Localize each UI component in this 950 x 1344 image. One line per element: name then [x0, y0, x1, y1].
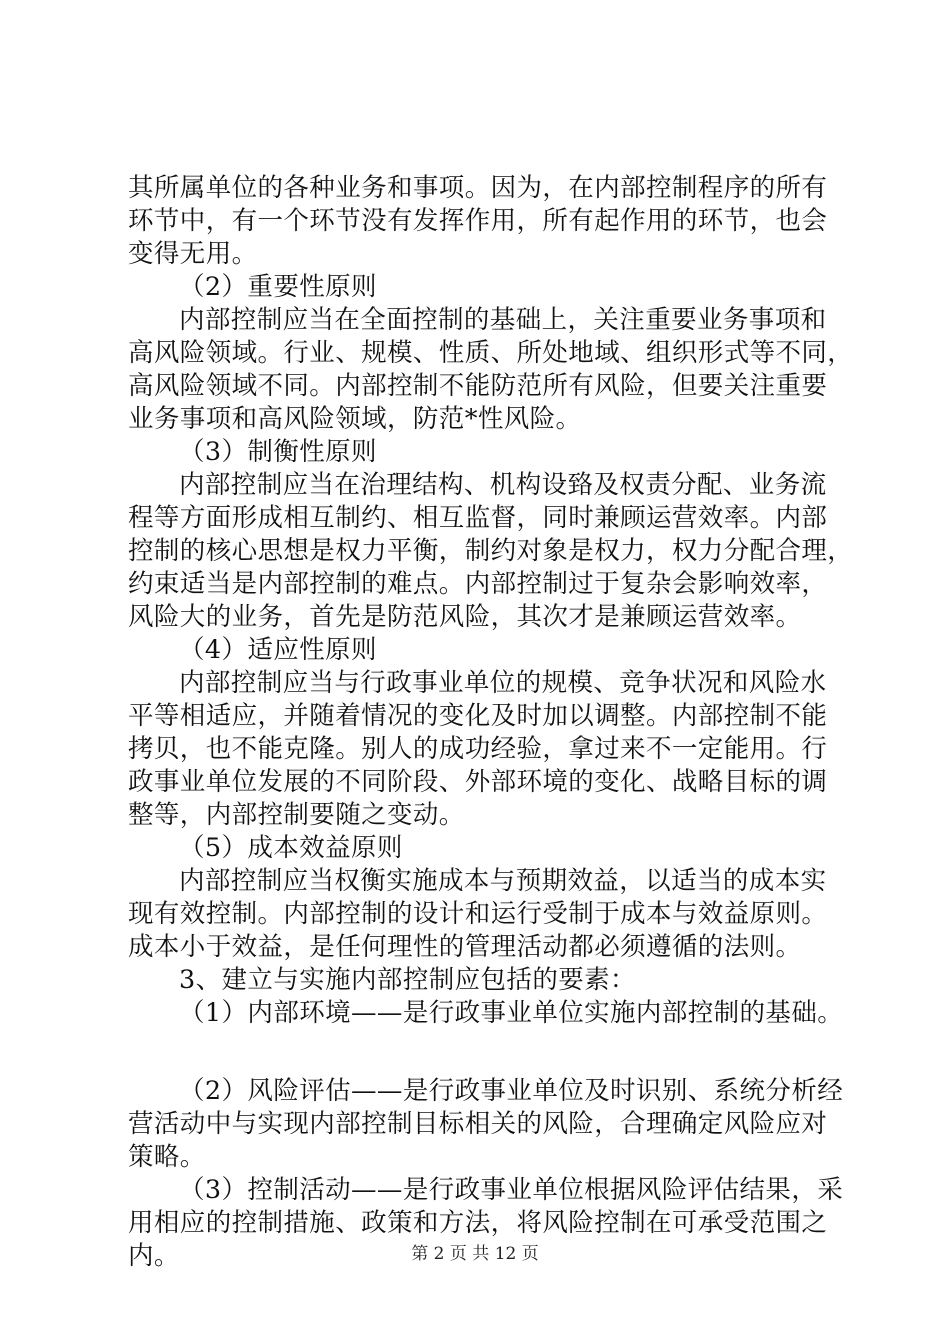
paragraph-line: 高风险领域不同。内部控制不能防范所有风险，但要关注重要 [128, 371, 828, 401]
paragraph-line: 业务事项和高风险领域，防范*性风险。 [128, 404, 582, 434]
paragraph-line: 营活动中与实现内部控制目标相关的风险，合理确定风险应对 [128, 1109, 828, 1139]
paragraph-line: 拷贝，也不能克隆。别人的成功经验，拿过来不一定能用。行 [128, 734, 828, 764]
list-item: （3）控制活动——是行政事业单位根据风险评估结果，采 [179, 1175, 844, 1205]
paragraph-line: 成本小于效益，是任何理性的管理活动都必须遵循的法则。 [128, 932, 802, 962]
paragraph-line: 内部控制应当与行政事业单位的规模、竞争状况和风险水 [179, 668, 827, 698]
paragraph-line: 风险大的业务，首先是防范风险，其次才是兼顾运营效率。 [128, 602, 802, 632]
list-item: （1）内部环境——是行政事业单位实施内部控制的基础。 [179, 998, 844, 1028]
paragraph-line: 内部控制应当在全面控制的基础上，关注重要业务事项和 [179, 305, 827, 335]
section-heading: 3、建立与实施内部控制应包括的要素： [179, 965, 636, 995]
paragraph-line: 策略。 [128, 1142, 206, 1172]
section-heading: （5）成本效益原则 [179, 833, 403, 863]
section-heading: （3）制衡性原则 [179, 437, 377, 467]
paragraph-line: 内部控制应当权衡实施成本与预期效益，以适当的成本实 [179, 866, 827, 896]
paragraph-line: 约束适当是内部控制的难点。内部控制过于复杂会影响效率， [128, 569, 828, 599]
paragraph-line: 环节中，有一个环节没有发挥作用，所有起作用的环节，也会 [128, 206, 828, 236]
paragraph-line: 整等，内部控制要随之变动。 [128, 800, 465, 830]
section-heading: （4）适应性原则 [179, 635, 377, 665]
section-heading: （2）重要性原则 [179, 272, 377, 302]
paragraph-line: 控制的核心思想是权力平衡，制约对象是权力，权力分配合理， [128, 536, 854, 566]
paragraph-line: 政事业单位发展的不同阶段、外部环境的变化、战略目标的调 [128, 767, 828, 797]
page-number-footer: 第 2 页 共 12 页 [411, 1244, 539, 1264]
paragraph-line: 内。 [128, 1241, 180, 1271]
paragraph-line: 现有效控制。内部控制的设计和运行受制于成本与效益原则。 [128, 899, 828, 929]
paragraph-line: 变得无用。 [128, 239, 258, 269]
paragraph-line: 平等相适应，并随着情况的变化及时加以调整。内部控制不能 [128, 701, 828, 731]
list-item: （2）风险评估——是行政事业单位及时识别、系统分析经 [179, 1076, 844, 1106]
paragraph-line: 其所属单位的各种业务和事项。因为，在内部控制程序的所有 [128, 173, 828, 203]
paragraph-line: 高风险领域。行业、规模、性质、所处地域、组织形式等不同， [128, 338, 854, 368]
paragraph-line: 内部控制应当在治理结构、机构设臵及权责分配、业务流 [179, 470, 827, 500]
paragraph-line: 用相应的控制措施、政策和方法，将风险控制在可承受范围之 [128, 1208, 828, 1238]
paragraph-gap [128, 1030, 840, 1075]
paragraph-line: 程等方面形成相互制约、相互监督，同时兼顾运营效率。内部 [128, 503, 828, 533]
document-body [128, 172, 854, 1273]
